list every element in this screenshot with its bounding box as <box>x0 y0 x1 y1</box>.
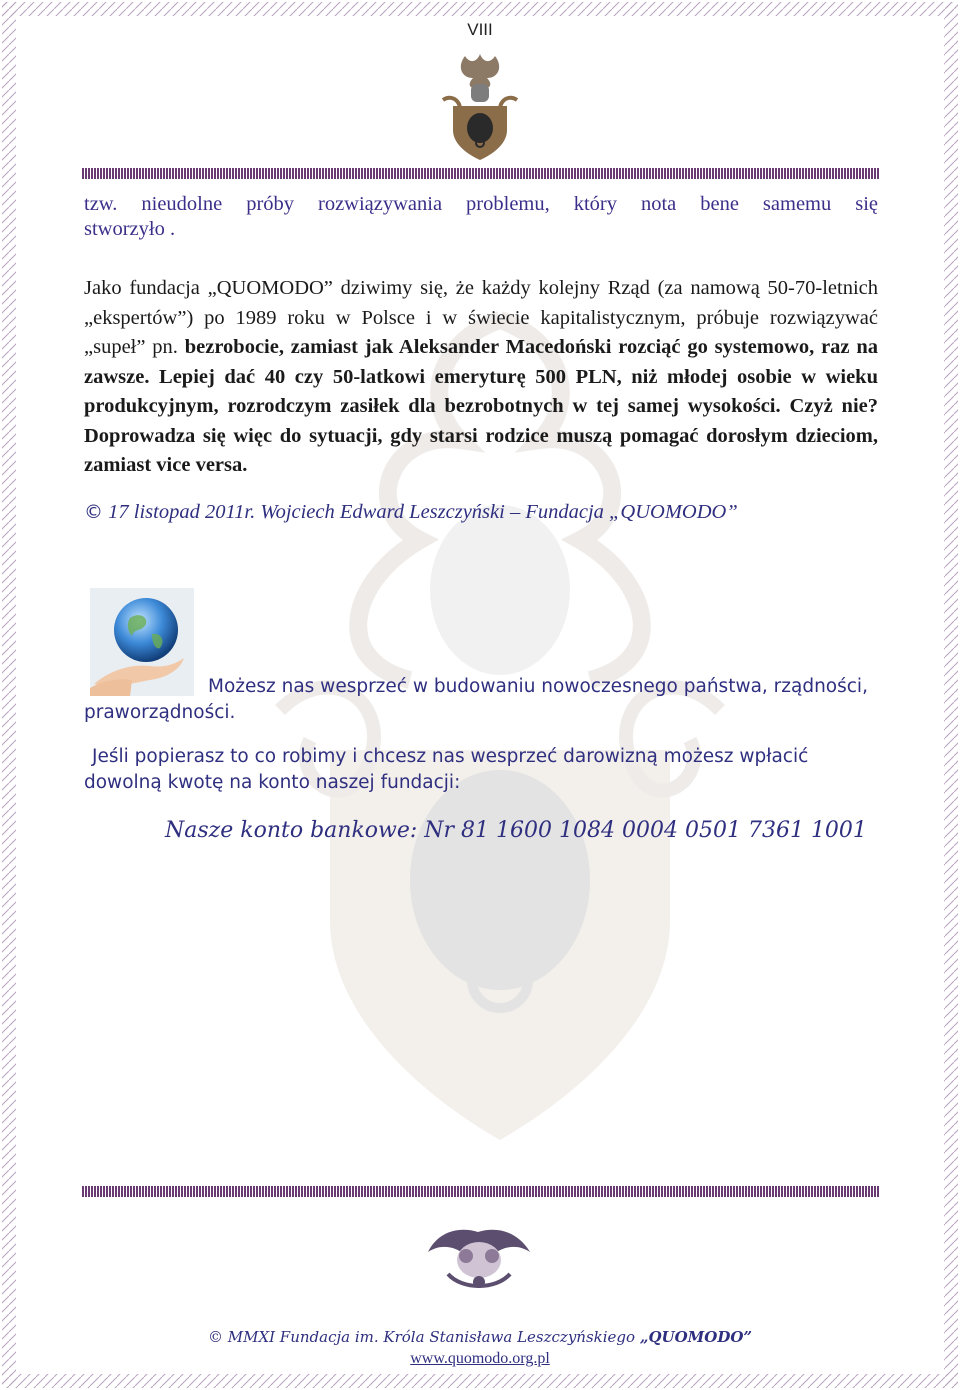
support-line-1: Możesz nas wesprzeć w budowaniu nowoczesnego państwa, rządności, <box>208 676 868 697</box>
intro-line-2: stworzyło . <box>84 218 176 240</box>
bank-account: Nasze konto bankowe: Nr 81 1600 1084 0004 0501 7361 1001 <box>165 818 867 843</box>
donation-appeal <box>84 744 878 796</box>
main-text-3: Doprowadza się więc do sytuacji, gdy starsi rodzice muszą pomagać dorosłym dzieciom, zamiast vice versa. <box>84 424 878 476</box>
coat-of-arms-icon <box>435 48 525 163</box>
signature-text: 17 listopad 2011r. Wojciech Edward Leszczyński – Fundacja „QUOMODO” <box>103 501 738 523</box>
intro-line-1: tzw. nieudolne próby rozwiązywania problemu, który nota bene samemu się <box>84 193 878 215</box>
bottom-rule <box>82 1186 879 1197</box>
footer-copyright-symbol: © <box>207 1328 223 1346</box>
signature-line <box>84 501 738 524</box>
angels-emblem-icon <box>418 1212 540 1298</box>
website-link[interactable]: www.quomodo.org.pl <box>410 1350 550 1367</box>
main-text-2: Lepiej dać 40 czy 50-latkowi emeryturę 500 PLN, niż <box>149 365 668 388</box>
support-text <box>84 674 878 726</box>
main-paragraph <box>84 274 878 481</box>
footer-text: MMXI Fundacja im. Króla Stanisława Leszczyńskiego <box>222 1328 640 1346</box>
copyright-symbol: © <box>84 501 103 523</box>
top-rule <box>82 168 879 179</box>
footer-copyright <box>0 1328 960 1346</box>
appeal-line-1: Jeśli popierasz to co robimy i chcesz nas wesprzeć darowizną możesz wpłacić <box>92 746 809 767</box>
support-line-2: praworządności. <box>84 702 236 723</box>
main-bold-1: bezrobocie, zamiast jak Aleksander Macedoński rozciąć go systemowo, raz na zawsze. <box>84 336 878 388</box>
main-text-1: Jako fundacja „QUOMODO” dziwimy się, że każdy kolejny Rząd (za namową 50-70-letnich „ekspertów”) po 1989 roku w Polsce i w świecie kapitalistycznym, próbuje rozwiązywać „supeł” pn. <box>84 277 878 358</box>
appeal-line-2: dowolną kwotę na konto naszej fundacji: <box>84 772 461 793</box>
page-number: VIII <box>467 20 493 39</box>
footer-foundation-name: „QUOMODO” <box>639 1328 753 1346</box>
main-bold-2: młodej osobie w wieku produkcyjnym, rozrodczym zasiłek dla bezrobotnych w tej samej wysokości. Czyż nie? <box>84 365 878 417</box>
